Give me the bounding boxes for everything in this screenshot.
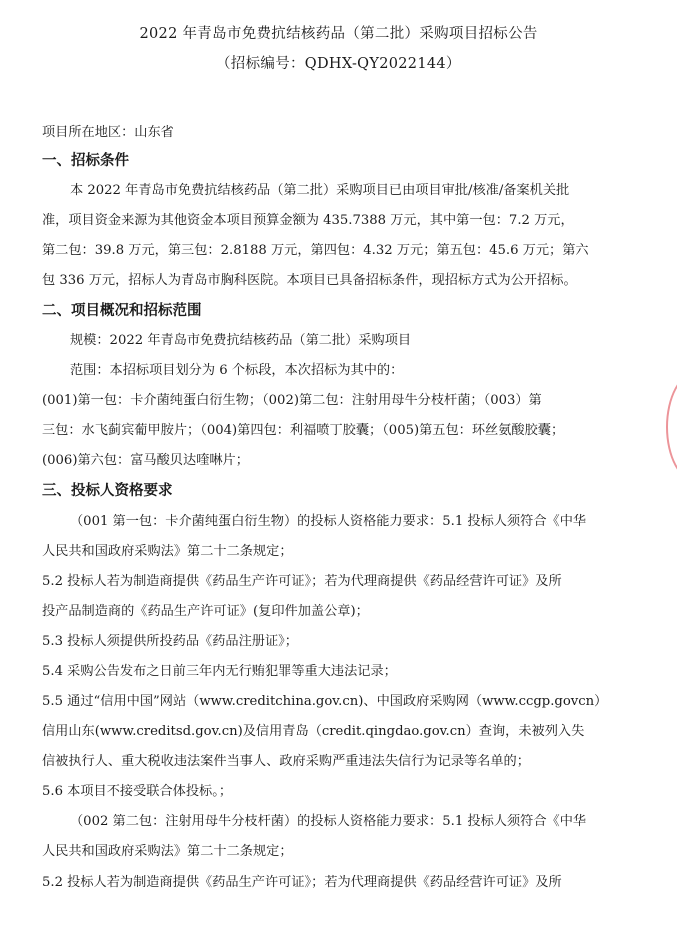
paragraph-line: 投产品制造商的《药品生产许可证》(复印件加盖公章)； xyxy=(42,604,369,619)
paragraph-line: 包 336 万元，招标人为青岛市胸科医院。本项目已具备招标条件，现招标方式为公开招标。 xyxy=(42,273,577,288)
paragraph-line: 信用山东(www.creditsd.gov.cn)及信用青岛（credit.qingdao.gov.cn）查询，未被列入失 xyxy=(42,724,585,739)
paragraph-line: (006)第六包：富马酸贝达喹啉片； xyxy=(42,453,249,468)
paragraph-line: 第二包：39.8 万元，第三包：2.8188 万元，第四包：4.32 万元；第五包：45.6 万元；第六 xyxy=(42,243,589,258)
paragraph-line: （001 第一包：卡介菌纯蛋白衍生物）的投标人资格能力要求：5.1 投标人须符合《中华 xyxy=(70,514,587,529)
project-region: 项目所在地区：山东省 xyxy=(42,125,174,140)
paragraph-line: (001)第一包：卡介菌纯蛋白衍生物；（002)第二包：注射用母牛分枝杆菌；（003）第 xyxy=(42,393,542,408)
document-subtitle: （招标编号：QDHX-QY2022144） xyxy=(216,56,461,72)
paragraph-line: 5.3 投标人须提供所投药品《药品注册证》； xyxy=(42,634,298,649)
paragraph-line: 规模：2022 年青岛市免费抗结核药品（第二批）采购项目 xyxy=(70,333,412,348)
paragraph-line: 范围：本招标项目划分为 6 个标段，本次招标为其中的： xyxy=(70,363,404,378)
paragraph-line: 人民共和国政府采购法》第二十二条规定； xyxy=(42,544,293,559)
paragraph-line: 5.6 本项目不接受联合体投标。； xyxy=(42,784,233,799)
paragraph-line: 5.4 采购公告发布之日前三年内无行贿犯罪等重大违法记录； xyxy=(42,664,397,679)
section-heading: 三、投标人资格要求 xyxy=(42,483,173,499)
paragraph-line: 三包：水飞蓟宾葡甲胺片；（004)第四包：利福喷丁胶囊；（005)第五包：环丝氨酸胶囊； xyxy=(42,423,565,438)
paragraph-line: 人民共和国政府采购法》第二十二条规定； xyxy=(42,844,293,859)
paragraph-line: 5.2 投标人若为制造商提供《药品生产许可证》；若为代理商提供《药品经营许可证》及所 xyxy=(42,574,562,589)
paragraph-line: 信被执行人、重大税收违法案件当事人、政府采购严重违法失信行为记录等名单的； xyxy=(42,754,530,769)
paragraph-line: （002 第二包：注射用母牛分枝杆菌）的投标人资格能力要求：5.1 投标人须符合《中华 xyxy=(70,814,587,829)
seal-stamp-edge xyxy=(666,372,677,482)
paragraph-line: 准，项目资金来源为其他资金本项目预算金额为 435.7388 万元，其中第一包：7.2 万元， xyxy=(42,213,574,228)
paragraph-line: 5.5 通过“信用中国”网站（www.creditchina.gov.cn)、中国政府采购网（www.ccgp.govcn） xyxy=(42,694,608,709)
document-title: 2022 年青岛市免费抗结核药品（第二批）采购项目招标公告 xyxy=(139,26,538,42)
paragraph-line: 5.2 投标人若为制造商提供《药品生产许可证》；若为代理商提供《药品经营许可证》及所 xyxy=(42,875,562,890)
paragraph-line: 本 2022 年青岛市免费抗结核药品（第二批）采购项目已由项目审批/核准/备案机关批 xyxy=(70,183,570,198)
section-heading: 二、项目概况和招标范围 xyxy=(42,303,202,319)
section-heading: 一、招标条件 xyxy=(42,153,129,169)
